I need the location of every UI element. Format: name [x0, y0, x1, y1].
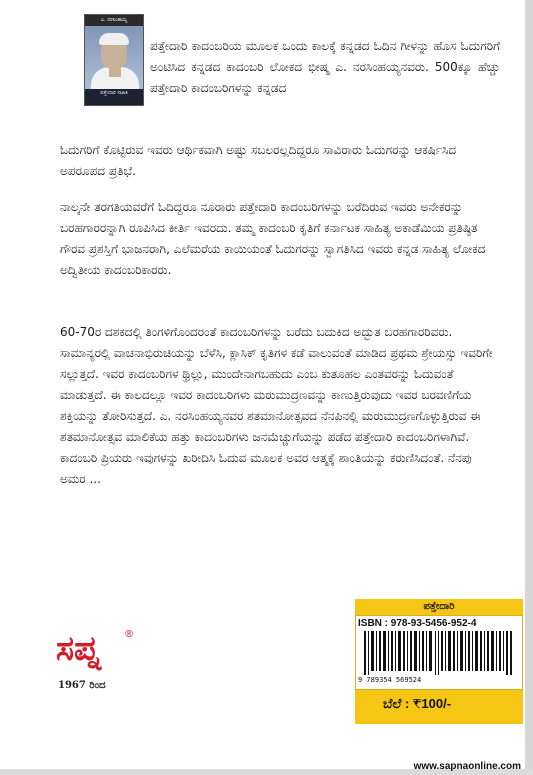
barcode: [362, 631, 516, 675]
price: ಬೆಲೆ : ₹100/-: [383, 696, 452, 711]
genre-label: ಪತ್ತೇದಾರಿ: [355, 599, 523, 615]
isbn-text: ISBN : 978-93-5456-952-4: [358, 618, 477, 629]
price-block: [355, 690, 523, 724]
barcode-number: 9 789354 569524: [358, 676, 422, 684]
publisher-website: www.sapnaonline.com: [413, 761, 521, 772]
author-photo: [84, 14, 144, 106]
author-hair: [99, 33, 129, 45]
blurb-paragraph-3: 60-70ರ ದಶಕದಲ್ಲಿ ತಿಂಗಳಿಗೊಂದರಂತೆ ಕಾದಂಬರಿಗಳನ್ನು ಬರೆದು ಬದುಕಿದ ಅದ್ಭುತ ಬರಹಗಾರರಿವರು. ಸಾಮಾನ್ಯರಲ್ಲಿ ವಾಚನಾಭಿರುಚಿಯನ್ನು ಬೆಳೆಸಿ, ಕ್ಲಾಸಿಕ್ ಕೃತಿಗಳ ಕಡೆ ವಾಲುವಂತೆ ಮಾಡಿದ ಪ್ರಥಮ ಶ್ರೇಯಸ್ಸು ಇವರಿಗೇ ಸಲ್ಲುತ್ತದೆ. ಇವರ ಕಾದಂಬರಿಗಳ ಥ್ರಿಲ್ಲು, ಮುಂದೇನಾಗಬಹುದು ಎಂಬ ಕುತೂಹಲ ಎಂತವರನ್ನು ಓದುವಂತೆ ಮಾಡುತ್ತದೆ. ಈ ಕಾಲದಲ್ಲೂ ಇವರ ಕಾದಂಬರಿಗಳು ಮರುಮುದ್ರಣವನ್ನು ಕಾಣುತ್ತಿರುವುದು ಇವರ ಬರವಣಿಗೆಯ ಶಕ್ತಿಯನ್ನು ತೋರಿಸುತ್ತದೆ. ಎ. ನರಸಿಂಹಯ್ಯನವರ ಶತಮಾನೋತ್ಸವದ ನೆನಪಿನಲ್ಲಿ ಮರುಮುದ್ರಣಗೊಳ್ಳುತ್ತಿರುವ ಈ ಶತಮಾನೋತ್ಸವ ಮಾಲಿಕೆಯ ಹತ್ತು ಕಾದಂಬರಿಗಳು ಜನಮೆಚ್ಚುಗೆಯನ್ನು ಪಡೆದ ಪತ್ತೇದಾರಿ ಕಾದಂಬರಿಗಳಾಗಿವೆ. ಕಾದಂಬರಿ ಪ್ರಿಯರು ಇವುಗಳನ್ನು ಖರೀದಿಸಿ ಓದುವ ಮೂಲಕ ಅವರ ಆತ್ಮಕ್ಕೆ ಶಾಂತಿಯನ್ನು ಕರುಣಿಸಿದಂತೆ. ನೆನಪು ಅಮರ ...: [60, 325, 493, 486]
blurb-paragraph-1a: ಪತ್ತೇದಾರಿ ಕಾದಂಬರಿಯ ಮೂಲಕ ಒಂದು ಕಾಲಕ್ಕೆ ಕನ್ನಡದ ಓದಿನ ಗೀಳನ್ನು ಹೊಸ ಓದುಗರಿಗೆ ಅಂಟಿಸಿದ ಕನ್ನಡದ ಕಾದಂಬರಿ ಲೋಕದ ಭೀಷ್ಮ ಎ. ನರಸಿಂಹಯ್ಯನವರು. 500ಕ್ಕೂ ಹೆಚ್ಚು ಪತ್ತೇದಾರಿ ಕಾದಂಬರಿಗಳನ್ನು ಕನ್ನಡದ: [150, 39, 500, 95]
author-photo-caption-bottom: ಪತ್ತೇದಾರಿ ಸಾಹಿತಿ: [85, 89, 143, 105]
isbn-block: [355, 615, 523, 690]
page-edge-right: [525, 0, 533, 775]
blurb-paragraph-1b: ಓದುಗರಿಗೆ ಕೊಟ್ಟಿರುವ ಇವರು ಆರ್ಥಿಕವಾಗಿ ಅಷ್ಟು ಸಬಲರಲ್ಲದಿದ್ದರೂ ಸಾವಿರಾರು ಓದುಗರನ್ನು ಆಕರ್ಷಿಸಿದ ಅಪರೂಪದ ಪ್ರತಿಭೆ.: [60, 143, 457, 178]
blurb-paragraph-2: ನಾಲ್ಕನೇ ತರಗತಿಯವರೆಗೆ ಓದಿದ್ದರೂ ನೂರಾರು ಪತ್ತೇದಾರಿ ಕಾದಂಬರಿಗಳನ್ನು ಬರೆದಿರುವ ಇವರು ಅನೇಕರನ್ನು ಬರಹಗಾರರನ್ನಾಗಿ ರೂಪಿಸಿದ ಕೀರ್ತಿ ಇವರದು. ತಮ್ಮ ಕಾದಂಬರಿ ಕೃತಿಗೆ ಕರ್ನಾಟಕ ಸಾಹಿತ್ಯ ಅಕಾಡೆಮಿಯ ಪ್ರತಿಷ್ಠಿತ ಗೌರವ ಪ್ರಶಸ್ತಿಗೆ ಭಾಜನರಾಗಿ, ಎಲೆಮರೆಯ ಕಾಯಿಯಂತೆ ಓದುಗರನ್ನು ಸ್ವಾಗತಿಸಿದ ಇವರು ಕನ್ನಡ ಸಾಹಿತ್ಯ ಲೋಕದ ಅದ್ವಿತೀಯ ಕಾದಂಬರಿಕಾರರು.: [60, 200, 486, 277]
publisher-logo: ಸಪ್ನ: [56, 629, 101, 669]
publisher-since: 1967 ರಿಂದ: [58, 680, 106, 691]
registered-mark: ®: [124, 629, 134, 640]
author-photo-caption-top: ಎ. ನರಸಿಂಹಯ್ಯ: [85, 15, 143, 26]
